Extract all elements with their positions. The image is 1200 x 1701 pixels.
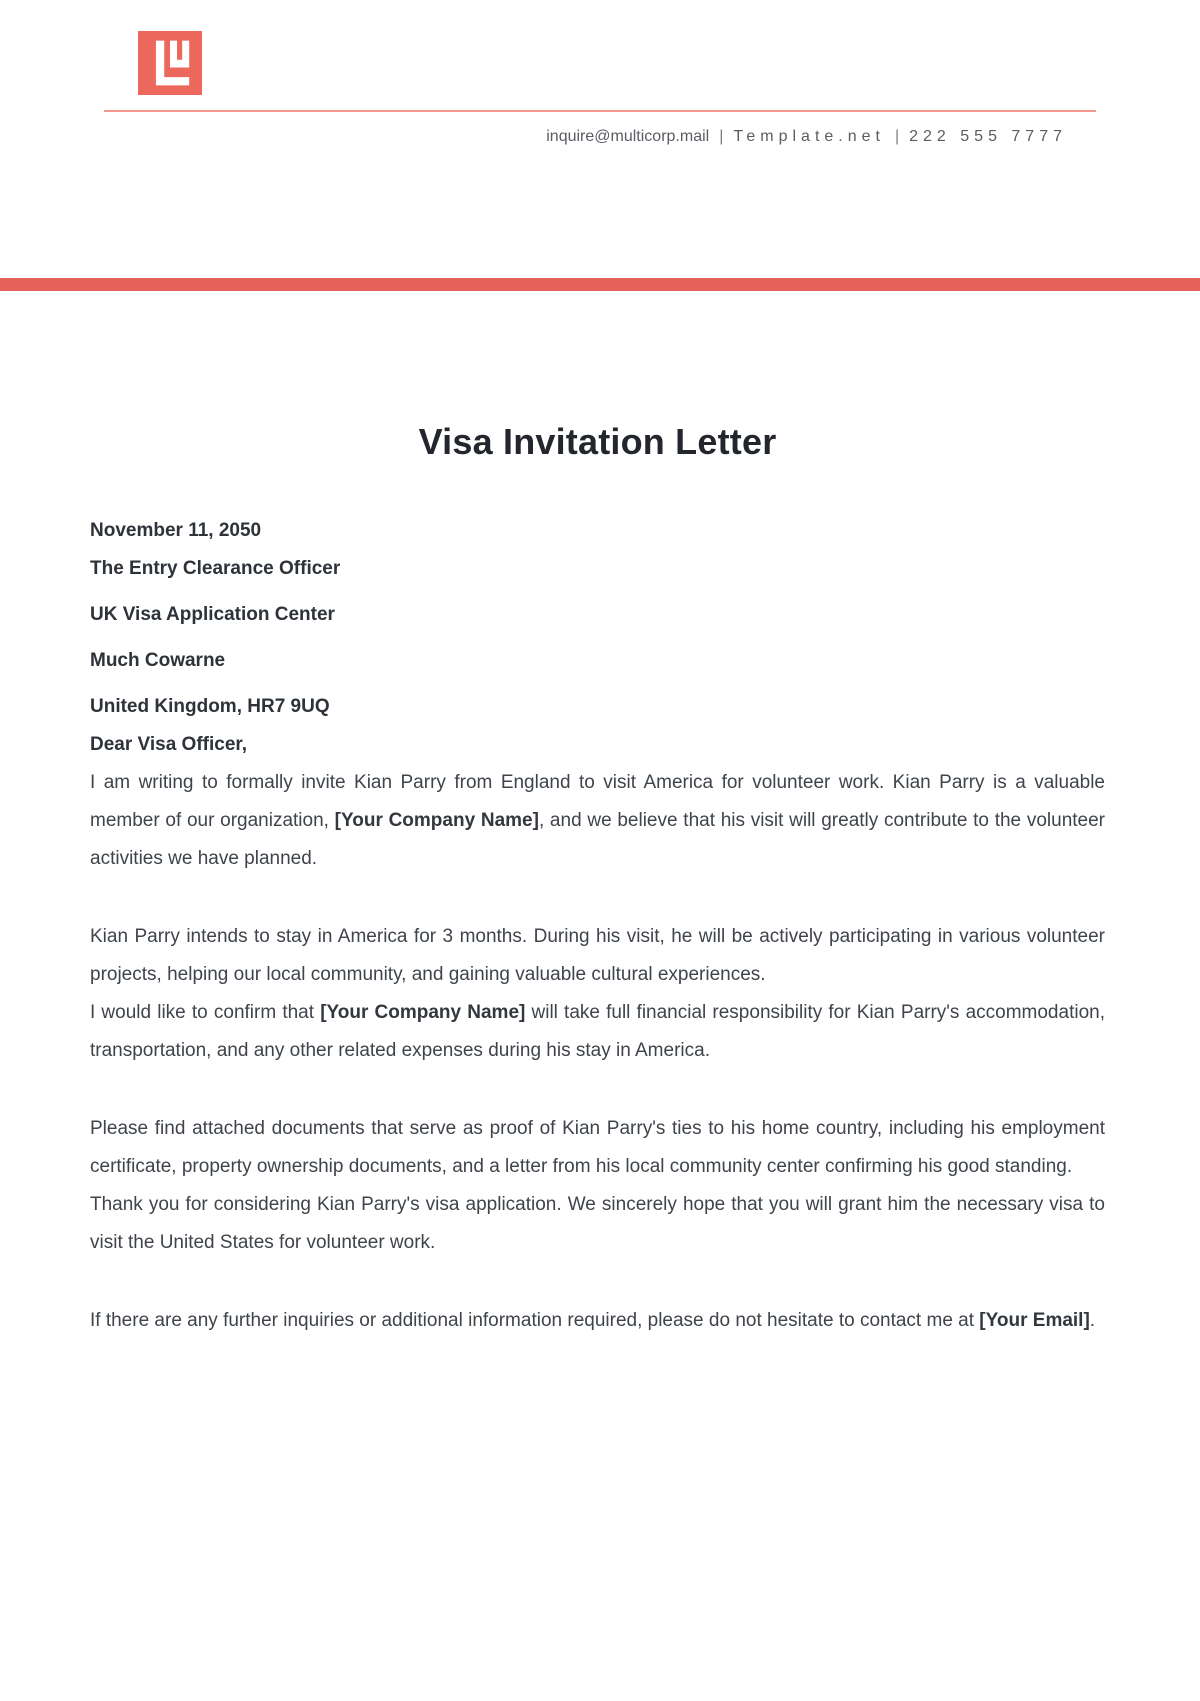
text-run: If there are any further inquiries or additional information required, please do not hesitate to contact me at xyxy=(90,1310,980,1331)
recipient-line: United Kingdom, HR7 9UQ xyxy=(90,696,330,717)
accent-band xyxy=(0,278,1200,291)
letter-date: November 11, 2050 xyxy=(90,520,262,541)
paragraph-financial xyxy=(90,994,1105,1070)
recipient-line: UK Visa Application Center xyxy=(90,604,335,625)
paragraph-invitation xyxy=(90,764,1105,878)
contact-email: inquire@multicorp.mail xyxy=(546,128,710,145)
address-block xyxy=(90,512,1105,764)
text-run: I am writing to formally invite Kian Parry from England to visit America for volunteer work. Kian Parry is a valuable member of our organization, xyxy=(90,772,1105,831)
contact-phone: 222 555 7777 xyxy=(909,128,1067,145)
text-run: . xyxy=(1089,1310,1096,1331)
recipient-line: The Entry Clearance Officer xyxy=(90,558,341,579)
text-run: , and we believe that his visit will greatly contribute to the volunteer activities we have planned. xyxy=(90,810,1105,869)
letter-title: Visa Invitation Letter xyxy=(418,421,777,462)
salutation: Dear Visa Officer, xyxy=(90,734,248,755)
contact-website: Template.net xyxy=(733,128,885,145)
letter-body xyxy=(90,420,1105,1340)
company-logo xyxy=(138,31,202,95)
text-run: I would like to confirm that xyxy=(90,1002,321,1023)
paragraph-stay-details: Kian Parry intends to stay in America for 3 months. During his visit, he will be actively participating in various volunteer projects, helping our local community, and gaining valuable cultural experiences. xyxy=(90,926,1105,985)
paragraph-thanks: Thank you for considering Kian Parry's visa application. We sincerely hope that you will grant him the necessary visa to visit the United States for volunteer work. xyxy=(90,1194,1105,1253)
company-name-placeholder: [Your Company Name] xyxy=(320,1002,526,1023)
paragraph-inquiries xyxy=(90,1302,1105,1340)
company-name-placeholder: [Your Company Name] xyxy=(334,810,539,831)
text-run: will take full financial responsibility for Kian Parry's accommodation, transportation, and any other related expenses during his stay in America. xyxy=(90,1002,1105,1061)
header-contact xyxy=(546,128,1067,146)
recipient-line: Much Cowarne xyxy=(90,650,226,671)
contact-separator: | xyxy=(719,128,724,145)
contact-separator: | xyxy=(894,128,900,145)
paragraph-documents: Please find attached documents that serve as proof of Kian Parry's ties to his home country, including his employment certificate, property ownership documents, and a letter from his local community center confirming his good standing. xyxy=(90,1118,1105,1177)
email-placeholder: [Your Email] xyxy=(979,1310,1090,1331)
logo-mark-icon xyxy=(138,31,202,95)
header-divider xyxy=(104,110,1096,112)
